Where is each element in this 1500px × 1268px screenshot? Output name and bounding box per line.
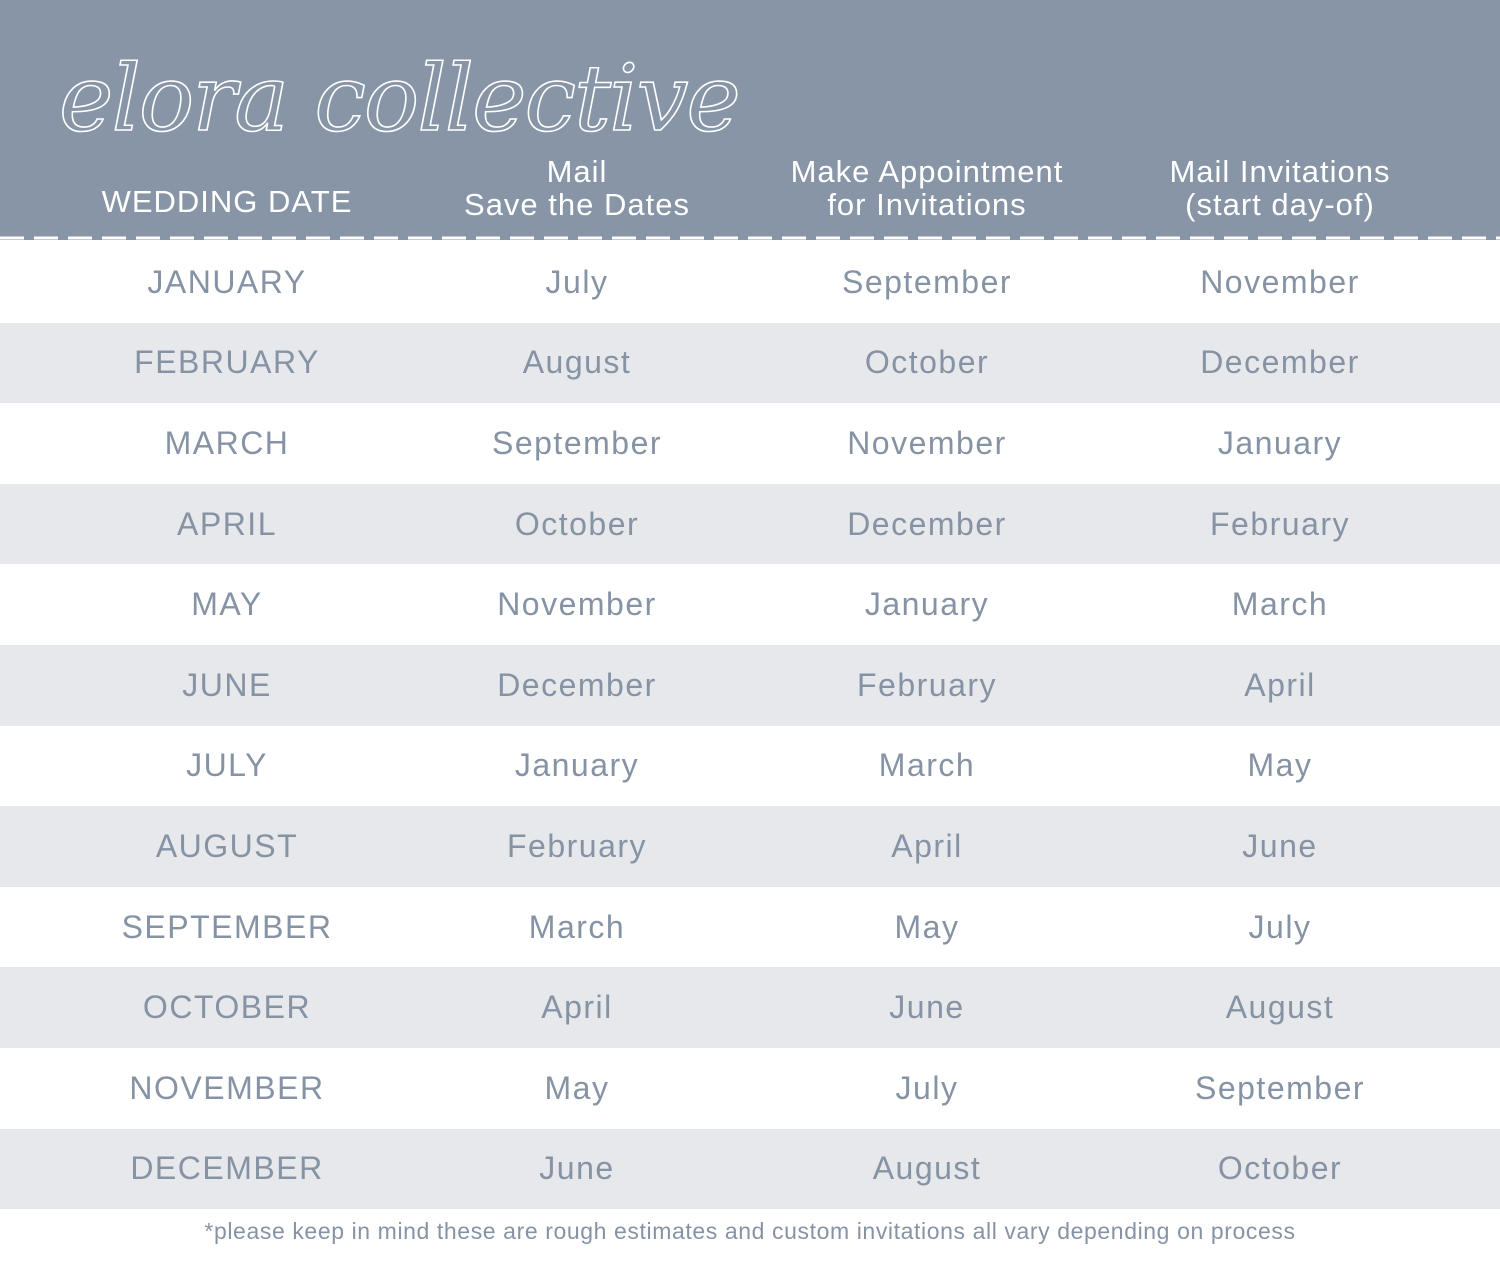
table-row: [0, 967, 1500, 1048]
wedding-month-cell: MAY: [191, 586, 263, 623]
header-banner: [0, 0, 1500, 240]
appointment-cell: December: [847, 505, 1007, 542]
mail-invitations-cell: February: [1209, 505, 1351, 542]
wedding-month-cell: MARCH: [164, 424, 290, 461]
wedding-month-cell: NOVEMBER: [129, 1069, 325, 1106]
mail-invitations-cell: September: [1194, 1069, 1366, 1106]
column-header-line: Mail: [546, 154, 608, 189]
appointment-cell: May: [894, 908, 960, 945]
save-the-dates-cell: June: [539, 1150, 615, 1187]
wedding-month-cell: JUNE: [182, 666, 272, 703]
column-header-make-appointment: [752, 155, 1102, 221]
mail-invitations-cell: March: [1231, 586, 1329, 623]
wedding-month-cell: AUGUST: [155, 827, 299, 864]
save-the-dates-cell: March: [528, 908, 626, 945]
table-row: [0, 887, 1500, 968]
mail-invitations-cell: July: [1248, 908, 1312, 945]
table-row: [0, 1048, 1500, 1129]
logo-wordmark: elora collective: [59, 45, 739, 152]
mail-invitations-cell: April: [1244, 666, 1316, 703]
table-row: [0, 1129, 1500, 1210]
column-header-mail-invitations: [1105, 155, 1455, 221]
appointment-cell: September: [841, 263, 1013, 300]
mail-invitations-cell: December: [1200, 344, 1360, 381]
save-the-dates-cell: October: [514, 505, 640, 542]
save-the-dates-cell: May: [544, 1069, 610, 1106]
table-row: [0, 806, 1500, 887]
column-header-line: Make Appointment: [790, 154, 1064, 189]
column-header-wedding-date: [52, 185, 402, 218]
save-the-dates-cell: January: [514, 747, 640, 784]
table-row: [0, 564, 1500, 645]
save-the-dates-cell: December: [497, 666, 657, 703]
column-header-line: WEDDING DATE: [101, 184, 353, 219]
mail-invitations-cell: June: [1242, 827, 1318, 864]
column-header-line: (start day-of): [1185, 187, 1375, 222]
save-the-dates-cell: November: [497, 586, 657, 623]
appointment-cell: June: [889, 989, 965, 1026]
table-row: [0, 403, 1500, 484]
footnote: *please keep in mind these are rough estimates and custom invitations all vary depending on process: [204, 1218, 1296, 1244]
appointment-cell: April: [891, 827, 963, 864]
appointment-cell: August: [872, 1150, 982, 1187]
column-header-line: Save the Dates: [464, 187, 690, 222]
mail-invitations-cell: August: [1225, 989, 1335, 1026]
save-the-dates-cell: April: [541, 989, 613, 1026]
wedding-month-cell: JULY: [186, 747, 268, 784]
save-the-dates-cell: July: [545, 263, 609, 300]
table-row: [0, 726, 1500, 807]
appointment-cell: July: [895, 1069, 959, 1106]
appointment-cell: February: [856, 666, 998, 703]
column-header-line: Mail Invitations: [1169, 154, 1391, 189]
mail-invitations-cell: October: [1217, 1150, 1343, 1187]
table-row: [0, 484, 1500, 565]
column-header-save-the-dates: [402, 155, 752, 221]
wedding-month-cell: DECEMBER: [130, 1150, 324, 1187]
save-the-dates-cell: August: [522, 344, 632, 381]
appointment-cell: October: [864, 344, 990, 381]
mail-invitations-cell: May: [1247, 747, 1313, 784]
wedding-month-cell: SEPTEMBER: [121, 908, 333, 945]
table-row: [0, 323, 1500, 404]
mail-invitations-cell: January: [1217, 424, 1343, 461]
appointment-cell: March: [878, 747, 976, 784]
table-row: [0, 242, 1500, 323]
wedding-month-cell: APRIL: [177, 505, 277, 542]
appointment-cell: January: [864, 586, 990, 623]
table-row: [0, 645, 1500, 726]
wedding-month-cell: FEBRUARY: [134, 344, 320, 381]
save-the-dates-cell: September: [491, 424, 663, 461]
mail-invitations-cell: November: [1200, 263, 1360, 300]
save-the-dates-cell: February: [506, 827, 648, 864]
column-header-line: for Invitations: [827, 187, 1027, 222]
wedding-month-cell: JANUARY: [147, 263, 307, 300]
wedding-month-cell: OCTOBER: [142, 989, 312, 1026]
appointment-cell: November: [847, 424, 1007, 461]
